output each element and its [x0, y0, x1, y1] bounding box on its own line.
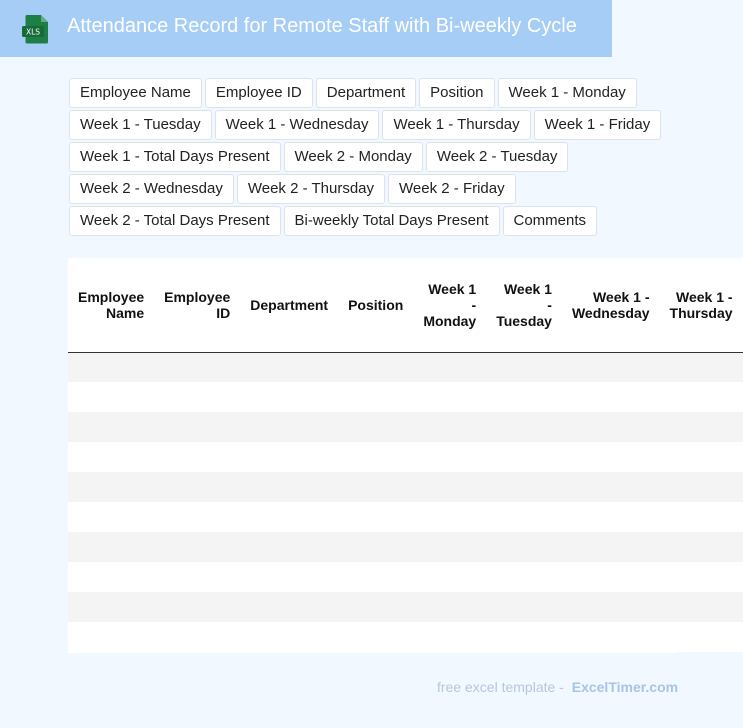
- column-header-text: Position: [348, 296, 404, 313]
- table-cell[interactable]: [154, 352, 240, 382]
- table-cell[interactable]: [660, 502, 743, 532]
- title-bar: [0, 0, 612, 57]
- column-header-text: Week 1 -: [675, 288, 733, 305]
- column-tag[interactable]: Department: [316, 78, 416, 108]
- table-cell[interactable]: [562, 622, 660, 652]
- table-cell[interactable]: [338, 382, 413, 412]
- table-row: [68, 622, 743, 652]
- footer-brand-link[interactable]: ExcelTimer.com: [571, 679, 679, 695]
- table-cell[interactable]: [240, 472, 338, 502]
- xls-logo-text: XLS: [25, 27, 41, 37]
- column-header: [660, 258, 743, 352]
- table-cell[interactable]: [486, 562, 562, 592]
- table-cell[interactable]: [240, 622, 338, 652]
- table-cell[interactable]: [68, 532, 154, 562]
- footer-text: free excel template -: [437, 679, 564, 695]
- column-header: [68, 258, 154, 352]
- table-cell[interactable]: [154, 442, 240, 472]
- column-header-text: -: [547, 296, 552, 313]
- column-tag[interactable]: Week 2 - Thursday: [237, 174, 385, 204]
- table-cell[interactable]: [660, 592, 743, 622]
- column-header-text: Name: [106, 304, 145, 321]
- table-cell[interactable]: [154, 532, 240, 562]
- table-cell[interactable]: [413, 352, 486, 382]
- tag-row: [69, 206, 659, 238]
- table-cell[interactable]: [154, 592, 240, 622]
- column-header: [240, 258, 338, 352]
- table-cell[interactable]: [338, 622, 413, 652]
- table-cell[interactable]: [240, 412, 338, 442]
- table-cell[interactable]: [240, 592, 338, 622]
- table-cell[interactable]: [338, 412, 413, 442]
- column-tag[interactable]: Week 2 - Friday: [388, 174, 516, 204]
- column-header: [154, 258, 240, 352]
- table-cell[interactable]: [338, 472, 413, 502]
- table-row: [68, 412, 743, 442]
- xls-file-icon: [22, 14, 51, 44]
- table-cell[interactable]: [68, 472, 154, 502]
- column-header: [562, 258, 660, 352]
- table-cell[interactable]: [562, 382, 660, 412]
- table-cell[interactable]: [68, 562, 154, 592]
- table-row: [68, 562, 743, 592]
- column-tag[interactable]: Week 1 - Monday: [498, 78, 637, 108]
- table-cell[interactable]: [154, 412, 240, 442]
- table-cell[interactable]: [338, 502, 413, 532]
- table-cell[interactable]: [660, 382, 743, 412]
- table-cell[interactable]: [660, 352, 743, 382]
- table-cell[interactable]: [68, 502, 154, 532]
- table-cell[interactable]: [486, 622, 562, 652]
- table-cell[interactable]: [154, 502, 240, 532]
- column-tag[interactable]: Week 2 - Total Days Present: [69, 206, 281, 236]
- table-cell[interactable]: [562, 592, 660, 622]
- column-header-text: Department: [250, 296, 329, 313]
- tag-row: [69, 110, 659, 142]
- table-row: [68, 442, 743, 472]
- table-cell[interactable]: [562, 442, 660, 472]
- table-cell[interactable]: [413, 382, 486, 412]
- column-header-text: Week 1: [503, 280, 552, 297]
- tag-row: [69, 174, 659, 206]
- column-header-text: ID: [216, 304, 231, 321]
- table-row: [68, 382, 743, 412]
- table-cell[interactable]: [240, 442, 338, 472]
- table-cell[interactable]: [240, 382, 338, 412]
- table-cell[interactable]: [562, 472, 660, 502]
- column-tag[interactable]: Bi-weekly Total Days Present: [284, 206, 500, 236]
- tag-row: [69, 142, 659, 174]
- table-cell[interactable]: [486, 442, 562, 472]
- table-header-row: [68, 258, 743, 352]
- column-tag[interactable]: Employee ID: [205, 78, 313, 108]
- table-cell[interactable]: [486, 532, 562, 562]
- column-tag[interactable]: Week 1 - Thursday: [382, 110, 530, 140]
- table-cell[interactable]: [660, 472, 743, 502]
- table-cell[interactable]: [413, 472, 486, 502]
- column-tag[interactable]: Week 2 - Monday: [284, 142, 423, 172]
- column-tag[interactable]: Comments: [503, 206, 598, 236]
- tag-row: [69, 78, 659, 110]
- column-header-text: Employee: [78, 288, 145, 305]
- table-row: [68, 502, 743, 532]
- column-tag[interactable]: Week 1 - Wednesday: [215, 110, 380, 140]
- column-tag[interactable]: Position: [419, 78, 494, 108]
- table-cell[interactable]: [413, 562, 486, 592]
- table-cell[interactable]: [660, 532, 743, 562]
- table-cell[interactable]: [486, 412, 562, 442]
- column-header-text: Monday: [423, 312, 477, 329]
- table-cell[interactable]: [413, 532, 486, 562]
- table-cell[interactable]: [68, 442, 154, 472]
- table-cell[interactable]: [562, 352, 660, 382]
- column-tag[interactable]: Employee Name: [69, 78, 202, 108]
- table-cell[interactable]: [562, 532, 660, 562]
- table-cell[interactable]: [154, 562, 240, 592]
- page-title: Attendance Record for Remote Staff with Bi-weekly Cycle: [67, 15, 577, 37]
- column-tag[interactable]: Week 1 - Friday: [534, 110, 662, 140]
- column-header-text: Week 1: [428, 280, 477, 297]
- table-cell[interactable]: [562, 502, 660, 532]
- table-cell[interactable]: [413, 502, 486, 532]
- column-tag[interactable]: Week 2 - Tuesday: [426, 142, 569, 172]
- table-cell[interactable]: [68, 382, 154, 412]
- table-cell[interactable]: [68, 622, 154, 652]
- column-header: [338, 258, 413, 352]
- table-cell[interactable]: [240, 532, 338, 562]
- column-header-text: Employee: [164, 288, 231, 305]
- table-cell[interactable]: [240, 502, 338, 532]
- table-row: [68, 592, 743, 622]
- table-cell[interactable]: [338, 592, 413, 622]
- column-header-text: Thursday: [669, 304, 733, 321]
- table-cell[interactable]: [338, 352, 413, 382]
- table-cell[interactable]: [338, 442, 413, 472]
- table-cell[interactable]: [240, 352, 338, 382]
- table-cell[interactable]: [154, 472, 240, 502]
- column-header-text: Week 1 -: [592, 288, 650, 305]
- column-header-text: Wednesday: [571, 304, 650, 321]
- attendance-table-container[interactable]: [68, 258, 733, 653]
- table-row: [68, 352, 743, 382]
- attendance-table: [68, 258, 743, 652]
- table-cell[interactable]: [660, 442, 743, 472]
- table-cell[interactable]: [486, 382, 562, 412]
- column-header: [486, 258, 562, 352]
- table-cell[interactable]: [486, 502, 562, 532]
- table-cell[interactable]: [486, 472, 562, 502]
- column-header-text: Tuesday: [496, 312, 552, 329]
- table-body: [68, 352, 743, 652]
- table-cell[interactable]: [413, 622, 486, 652]
- table-row: [68, 532, 743, 562]
- table-cell[interactable]: [68, 592, 154, 622]
- table-cell[interactable]: [338, 562, 413, 592]
- table-cell[interactable]: [660, 412, 743, 442]
- column-tag[interactable]: Week 1 - Tuesday: [69, 110, 212, 140]
- table-cell[interactable]: [660, 562, 743, 592]
- table-cell[interactable]: [413, 412, 486, 442]
- table-cell[interactable]: [240, 562, 338, 592]
- column-tag[interactable]: Week 2 - Wednesday: [69, 174, 234, 204]
- footer: [437, 679, 678, 695]
- column-tag[interactable]: Week 1 - Total Days Present: [69, 142, 281, 172]
- table-cell[interactable]: [562, 412, 660, 442]
- table-cell[interactable]: [154, 622, 240, 652]
- table-cell[interactable]: [660, 622, 743, 652]
- table-row: [68, 472, 743, 502]
- table-cell[interactable]: [562, 562, 660, 592]
- column-tags: [69, 78, 659, 238]
- column-header: [413, 258, 486, 352]
- table-cell[interactable]: [338, 532, 413, 562]
- table-cell[interactable]: [486, 352, 562, 382]
- table-cell[interactable]: [154, 382, 240, 412]
- table-cell[interactable]: [68, 412, 154, 442]
- table-cell[interactable]: [68, 352, 154, 382]
- column-header-text: -: [471, 296, 477, 313]
- table-cell[interactable]: [413, 442, 486, 472]
- table-cell[interactable]: [486, 592, 562, 622]
- table-cell[interactable]: [413, 592, 486, 622]
